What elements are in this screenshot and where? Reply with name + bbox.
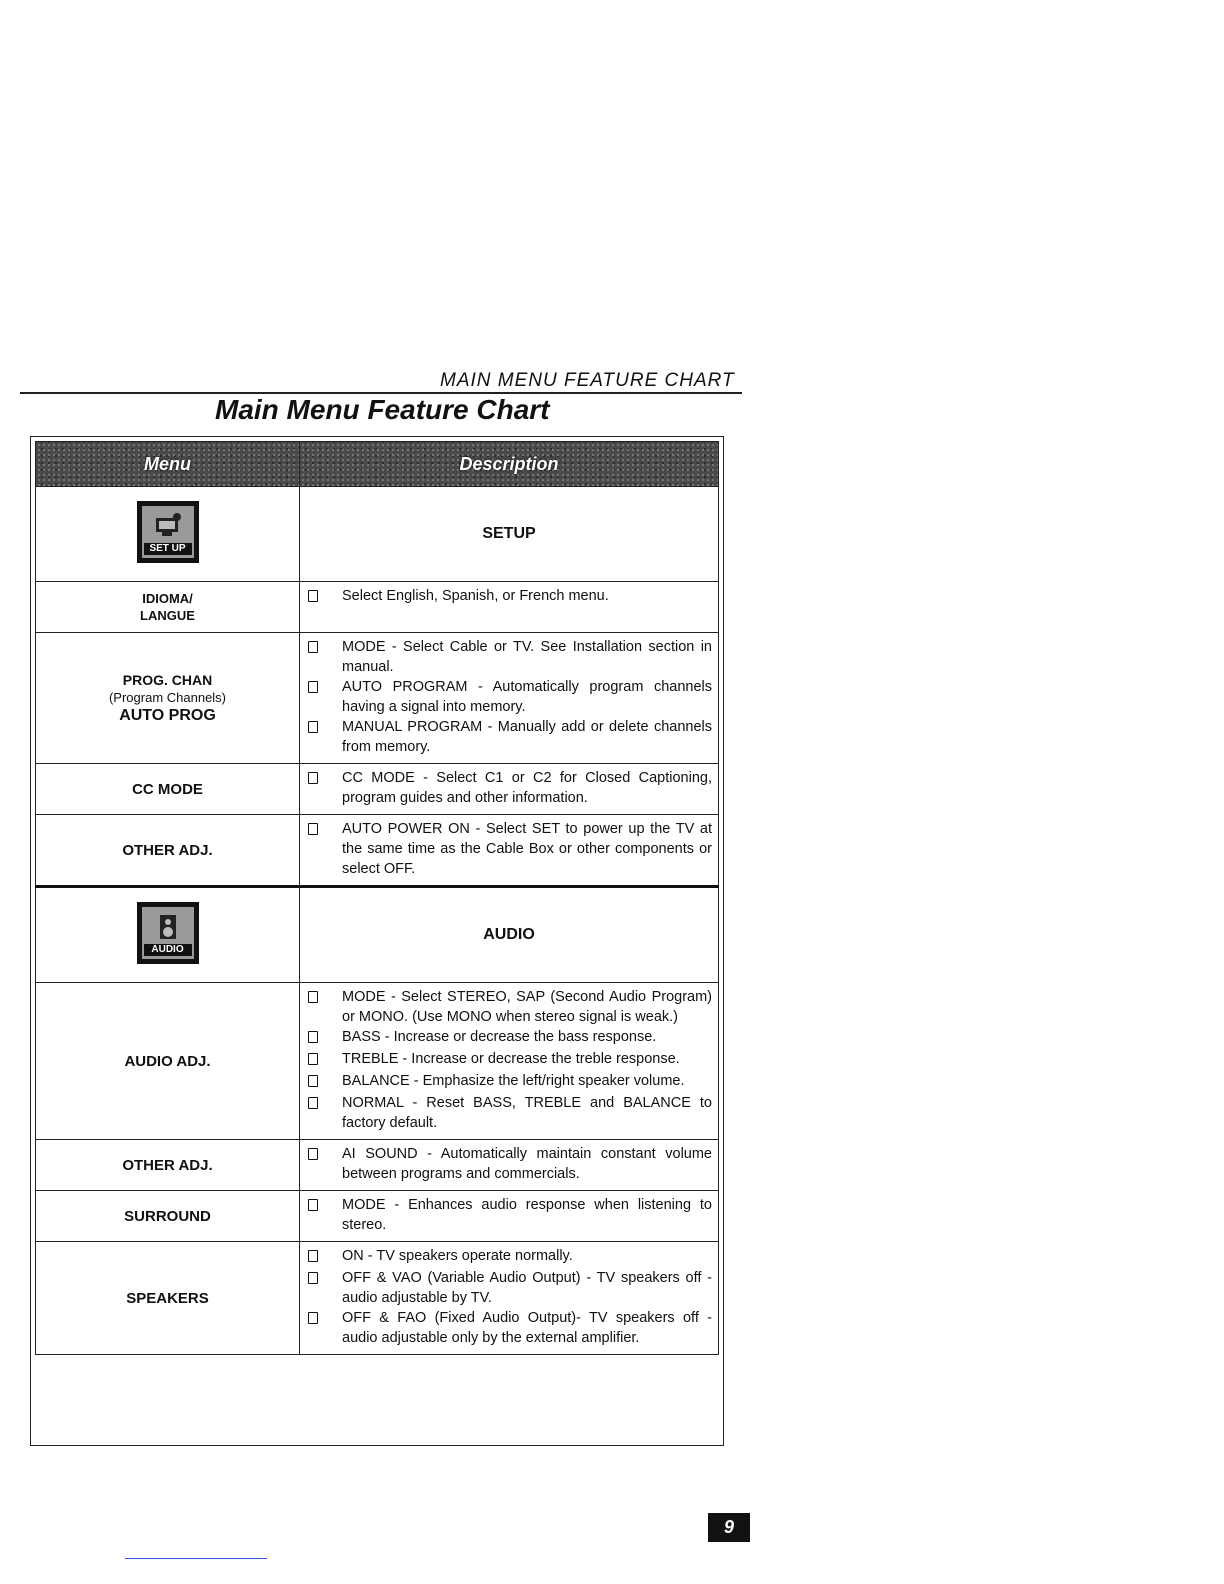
page-number: 9 [708, 1513, 750, 1542]
list-item: MANUAL PROGRAM - Manually add or delete channels from memory. [308, 717, 712, 757]
table-row [36, 582, 719, 633]
menu-prog-chan-line3: AUTO PROG [119, 706, 216, 724]
menu-setup-other-adj: OTHER ADJ. [36, 815, 300, 887]
table-row [36, 1140, 719, 1191]
description-column-header: Description [300, 442, 719, 487]
checkbox-icon [308, 768, 320, 808]
checkbox-icon [308, 1071, 320, 1093]
list-item: OFF & FAO (Fixed Audio Output)- TV speakers off - audio adjustable only by the external amplifier. [308, 1308, 712, 1348]
checkbox-icon [308, 637, 320, 677]
setup-icon [137, 501, 199, 563]
table-row [36, 983, 719, 1140]
menu-audio-adj: AUDIO ADJ. [36, 983, 300, 1140]
setup-icon-cell [36, 487, 300, 582]
menu-audio-other-adj: OTHER ADJ. [36, 1140, 300, 1191]
checkbox-icon [308, 1246, 320, 1268]
desc-surround [300, 1191, 719, 1242]
feature-chart [30, 436, 724, 1446]
menu-idioma-line2: LANGUE [140, 608, 195, 623]
table-header-row [36, 442, 719, 487]
setup-section-row [36, 487, 719, 582]
checkbox-icon [308, 717, 320, 757]
page-title: Main Menu Feature Chart [215, 394, 550, 425]
list-item: CC MODE - Select C1 or C2 for Closed Captioning, program guides and other information. [308, 768, 712, 808]
list-item: ON - TV speakers operate normally. [308, 1246, 712, 1268]
list-item: Select English, Spanish, or French menu. [308, 586, 712, 608]
running-head: MAIN MENU FEATURE CHART [440, 370, 735, 391]
menu-surround: SURROUND [36, 1191, 300, 1242]
feature-table [35, 441, 719, 1355]
menu-column-header: Menu [36, 442, 300, 487]
menu-prog-chan-line2: (Program Channels) [108, 689, 227, 705]
menu-idioma-line1: IDIOMA/ [142, 591, 193, 606]
table-row [36, 764, 719, 815]
list-item: BASS - Increase or decrease the bass response. [308, 1027, 712, 1049]
list-item: AUTO PROGRAM - Automatically program channels having a signal into memory. [308, 677, 712, 717]
setup-icon-label: SET UP [144, 543, 192, 555]
checkbox-icon [308, 586, 320, 608]
speaker-glyph-icon [154, 913, 182, 943]
checkbox-icon [308, 1268, 320, 1308]
menu-idioma [36, 582, 300, 633]
checkbox-icon [308, 1049, 320, 1071]
audio-icon [137, 902, 199, 964]
desc-speakers [300, 1242, 719, 1355]
list-item: AUTO POWER ON - Select SET to power up the TV at the same time as the Cable Box or other components or select OFF. [308, 819, 712, 879]
list-item: BALANCE - Emphasize the left/right speaker volume. [308, 1071, 712, 1093]
desc-audio-adj [300, 983, 719, 1140]
setup-section-title: SETUP [300, 487, 719, 582]
list-item: MODE - Select STEREO, SAP (Second Audio Program) or MONO. (Use MONO when stereo signal is weak.) [308, 987, 712, 1027]
menu-prog-chan [36, 633, 300, 764]
desc-prog-chan [300, 633, 719, 764]
list-item: NORMAL - Reset BASS, TREBLE and BALANCE to factory default. [308, 1093, 712, 1133]
desc-audio-other-adj [300, 1140, 719, 1191]
menu-speakers: SPEAKERS [36, 1242, 300, 1355]
checkbox-icon [308, 1027, 320, 1049]
table-row [36, 815, 719, 887]
table-row [36, 1191, 719, 1242]
checkbox-icon [308, 1308, 320, 1348]
list-item: MODE - Select Cable or TV. See Installation section in manual. [308, 637, 712, 677]
checkbox-icon [308, 819, 320, 879]
desc-setup-other-adj [300, 815, 719, 887]
table-row [36, 1242, 719, 1355]
checkbox-icon [308, 1144, 320, 1184]
checkbox-icon [308, 1195, 320, 1235]
checkbox-icon [308, 677, 320, 717]
table-row [36, 633, 719, 764]
list-item: MODE - Enhances audio response when listening to stereo. [308, 1195, 712, 1235]
audio-icon-cell [36, 887, 300, 983]
menu-cc-mode: CC MODE [36, 764, 300, 815]
list-item: TREBLE - Increase or decrease the treble response. [308, 1049, 712, 1071]
desc-idioma [300, 582, 719, 633]
list-item: AI SOUND - Automatically maintain constant volume between programs and commercials. [308, 1144, 712, 1184]
desc-cc-mode [300, 764, 719, 815]
footer-line [125, 1558, 267, 1559]
checkbox-icon [308, 987, 320, 1027]
checkbox-icon [308, 1093, 320, 1133]
menu-prog-chan-line1: PROG. CHAN [122, 671, 213, 688]
audio-section-title: AUDIO [300, 887, 719, 983]
list-item: OFF & VAO (Variable Audio Output) - TV speakers off - audio adjustable by TV. [308, 1268, 712, 1308]
audio-icon-label: AUDIO [144, 944, 192, 956]
audio-section-row [36, 887, 719, 983]
setup-glyph-icon [154, 512, 182, 542]
